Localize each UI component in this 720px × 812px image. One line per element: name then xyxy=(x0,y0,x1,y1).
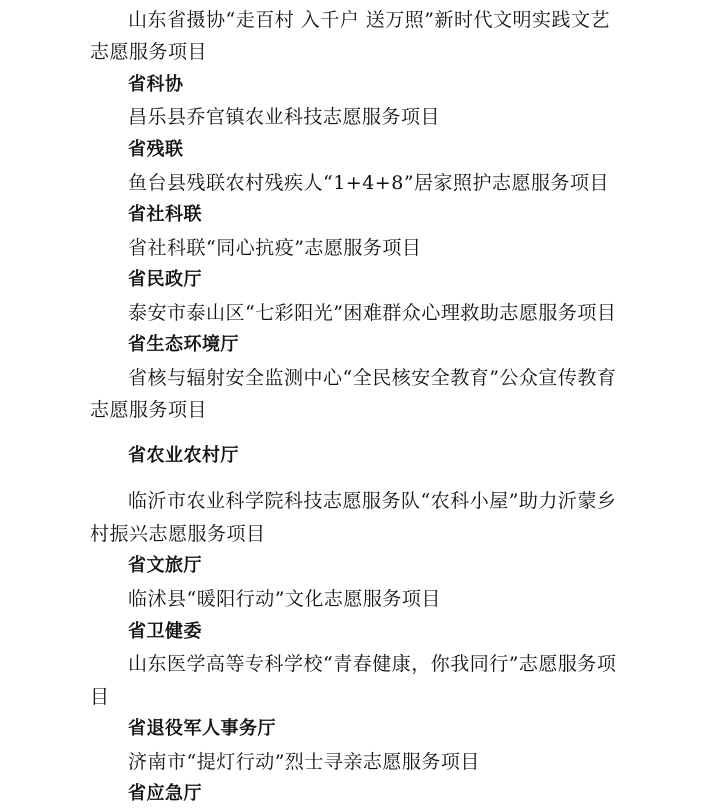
project-line: 省核与辐射安全监测中心“全民核安全教育”公众宣传教育 xyxy=(128,367,617,389)
section-heading-shengtai: 省生态环境厅 xyxy=(128,334,239,355)
section-heading-yingji: 省应急厅 xyxy=(128,783,202,804)
project-line: 山东省摄协“走百村 入千户 送万照”新时代文明实践文艺 xyxy=(128,9,611,31)
project-line: 临沭县“暖阳行动”文化志愿服务项目 xyxy=(128,588,441,610)
section-heading-tuiyi: 省退役军人事务厅 xyxy=(128,718,276,739)
section-heading-wenlv: 省文旅厅 xyxy=(128,555,202,576)
section-heading-minzhengting: 省民政厅 xyxy=(128,269,202,290)
project-line: 泰安市泰山区“七彩阳光”困难群众心理救助志愿服务项目 xyxy=(128,302,617,324)
project-line-continued: 志愿服务项目 xyxy=(90,41,208,63)
project-line: 昌乐县乔官镇农业科技志愿服务项目 xyxy=(128,106,441,128)
project-line-continued: 志愿服务项目 xyxy=(90,399,208,421)
section-heading-nongye: 省农业农村厅 xyxy=(128,445,239,466)
section-heading-kexie: 省科协 xyxy=(128,74,184,95)
project-line: 济南市“提灯行动”烈士寻亲志愿服务项目 xyxy=(128,751,480,773)
section-heading-shekelian: 省社科联 xyxy=(128,204,202,225)
section-heading-canlian: 省残联 xyxy=(128,139,184,160)
section-heading-weijian: 省卫健委 xyxy=(128,621,202,642)
project-line: 山东医学高等专科学校“青春健康，你我同行”志愿服务项 xyxy=(128,653,617,675)
project-line: 鱼台县残联农村残疾人“1+4+8”居家照护志愿服务项目 xyxy=(128,172,610,194)
project-line: 省社科联“同心抗疫”志愿服务项目 xyxy=(128,237,422,259)
project-line: 临沂市农业科学院科技志愿服务队“农科小屋”助力沂蒙乡 xyxy=(128,490,617,512)
project-line-continued: 目 xyxy=(90,686,110,708)
project-line-continued: 村振兴志愿服务项目 xyxy=(90,523,266,545)
